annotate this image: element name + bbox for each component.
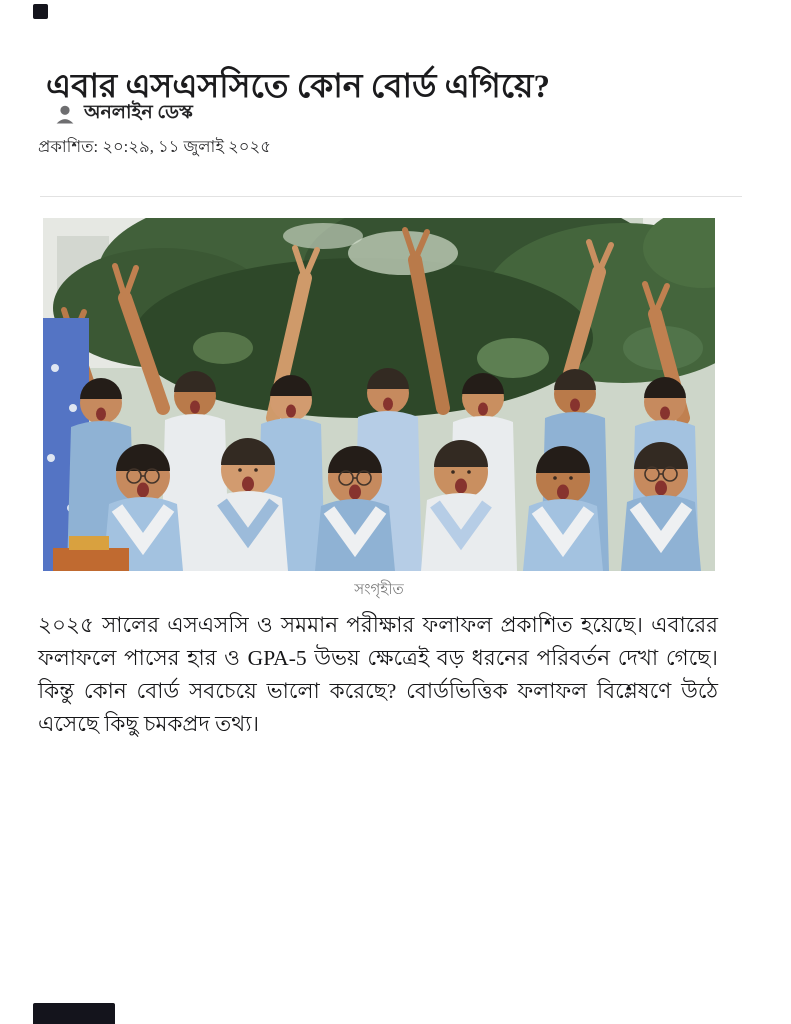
author-name[interactable]: অনলাইন ডেস্ক bbox=[84, 102, 193, 123]
author-avatar-icon bbox=[54, 103, 76, 125]
article-photo[interactable] bbox=[43, 218, 715, 571]
page-title: এবার এসএসসিতে কোন বোর্ড এগিয়ে? bbox=[46, 69, 550, 106]
byline bbox=[54, 102, 193, 126]
published-timestamp: প্রকাশিত: ২০:২৯, ১১ জুলাই ২০২৫ bbox=[38, 137, 271, 156]
divider bbox=[40, 196, 742, 197]
photo-caption: সংগৃহীত bbox=[354, 582, 404, 598]
footer-logo-placeholder-icon[interactable] bbox=[33, 1003, 115, 1024]
article-figure bbox=[43, 218, 715, 603]
article-body-paragraph: ২০২৫ সালের এসএসসি ও সমমান পরীক্ষার ফলাফল প্রকাশিত হয়েছে। এবারের ফলাফলে পাসের হার ও GPA-5 উভয় ক্ষেত্রেই বড় ধরনের পরিবর্তন দেখা গেছে। কিন্তু কোন বোর্ড সবচেয়ে ভালো করেছে? বোর্ডভিত্তিক ফলাফল বিশ্লেষণে উঠে এসেছে কিছু চমকপ্রদ তথ্য। bbox=[38, 613, 718, 736]
